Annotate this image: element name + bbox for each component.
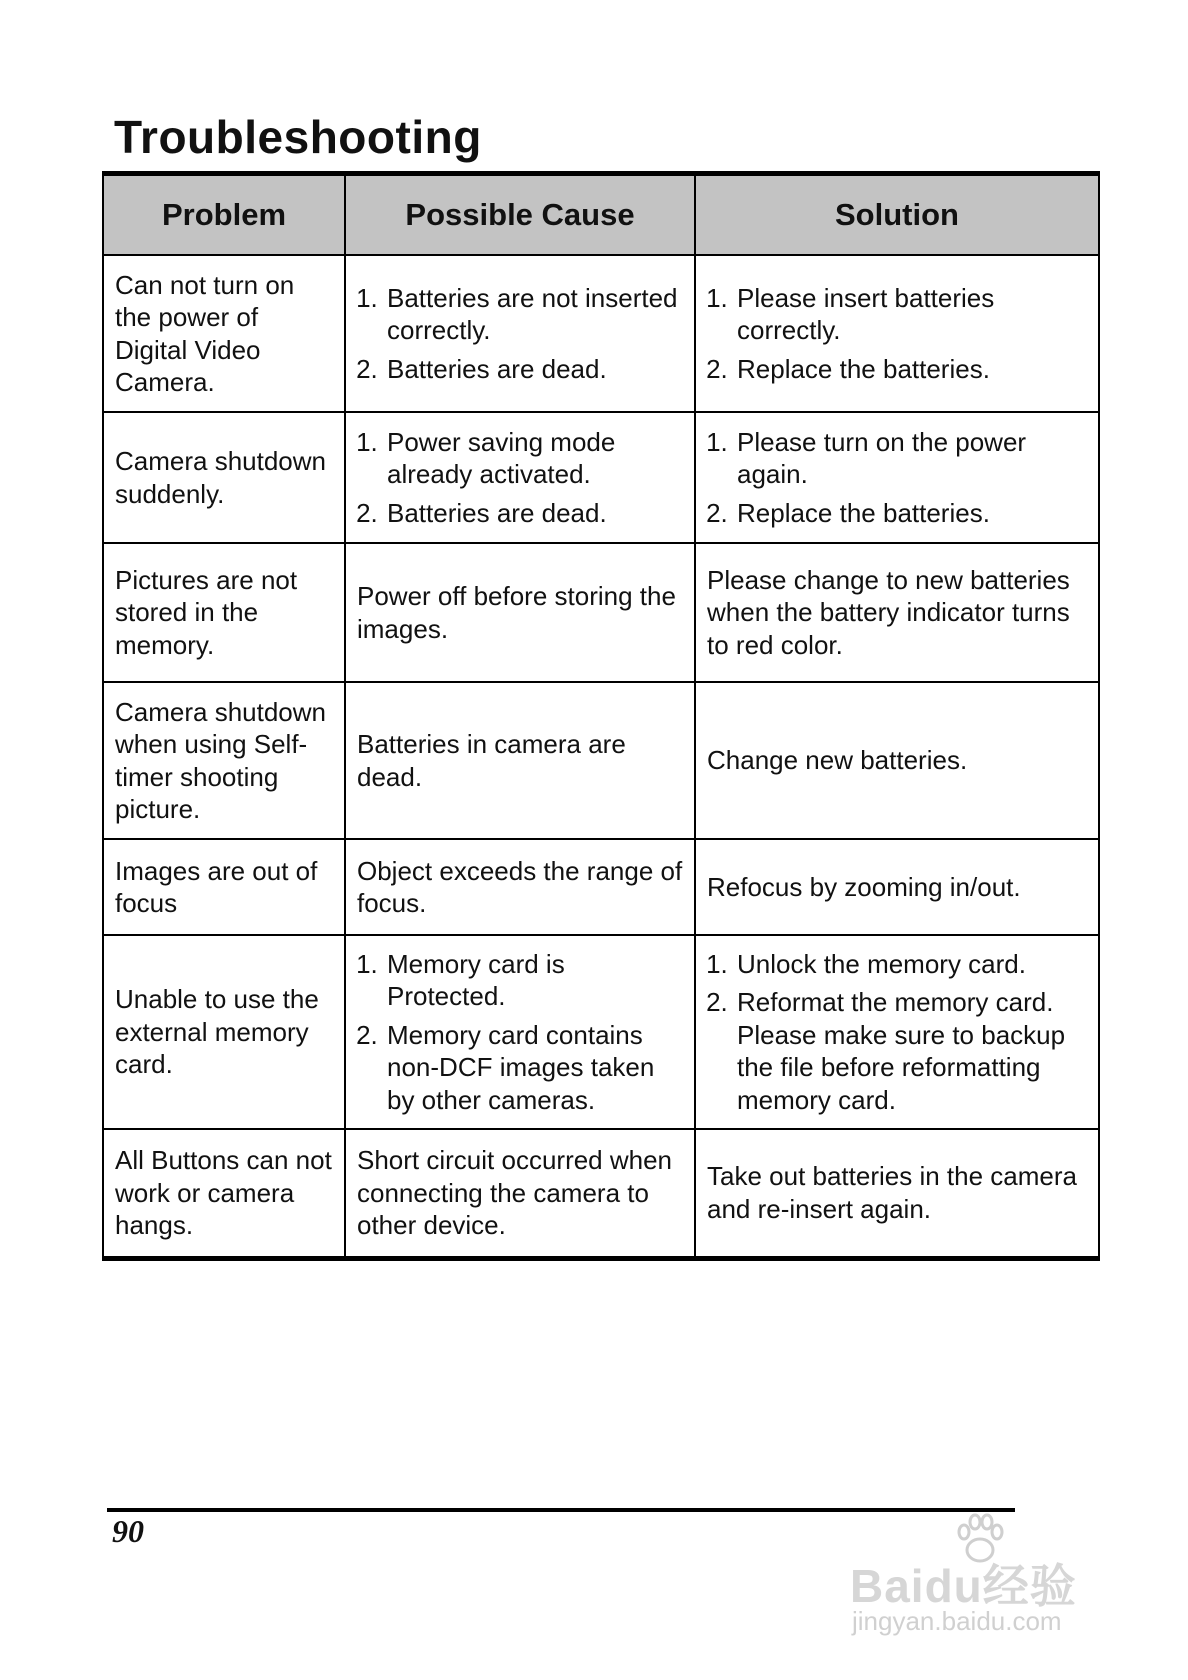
list-item: 2. Batteries are dead. — [385, 353, 684, 386]
list-item: 1. Please turn on the power again. — [735, 426, 1088, 491]
watermark-logo: Baidu经验 — [850, 1560, 1077, 1612]
problem-cell: Camera shutdown suddenly. — [103, 412, 345, 543]
solution-cell: Refocus by zooming in/out. — [695, 839, 1099, 935]
list-item: 1. Power saving mode already activated. — [385, 426, 684, 491]
watermark-url: jingyan.baidu.com — [852, 1606, 1062, 1636]
table-row — [103, 935, 1099, 1129]
table-row — [103, 839, 1099, 935]
cause-cell — [345, 935, 695, 1129]
problem-cell: Pictures are not stored in the memory. — [103, 543, 345, 682]
list-item: 2. Replace the batteries. — [735, 353, 1088, 386]
solution-cell — [695, 255, 1099, 412]
cause-cell — [345, 255, 695, 412]
table-row — [103, 412, 1099, 543]
list-item: 2. Reformat the memory card. Please make sure to backup the file before reformatting memory card. — [735, 986, 1088, 1116]
solution-cell — [695, 935, 1099, 1129]
cause-cell: Short circuit occurred when connecting the camera to other device. — [345, 1129, 695, 1258]
problem-cell: Images are out of focus — [103, 839, 345, 935]
solution-cell-list — [707, 426, 1088, 530]
list-item: 2. Batteries are dead. — [385, 497, 684, 530]
list-item: 1. Unlock the memory card. — [735, 948, 1088, 981]
cause-cell-list — [357, 282, 684, 386]
watermark — [840, 1510, 1130, 1640]
cause-cell — [345, 412, 695, 543]
solution-cell: Please change to new batteries when the battery indicator turns to red color. — [695, 543, 1099, 682]
troubleshooting-table — [102, 171, 1100, 1261]
solution-cell-list — [707, 948, 1088, 1117]
table-row — [103, 682, 1099, 839]
table-row — [103, 255, 1099, 412]
solution-header: Solution — [695, 174, 1099, 256]
list-item: 2. Replace the batteries. — [735, 497, 1088, 530]
list-item: 2. Memory card contains non-DCF images taken by other cameras. — [385, 1019, 684, 1117]
cause-cell: Object exceeds the range of focus. — [345, 839, 695, 935]
cause-cell-list — [357, 426, 684, 530]
solution-cell: Take out batteries in the camera and re-insert again. — [695, 1129, 1099, 1258]
page-title: Troubleshooting — [114, 111, 482, 163]
table-header-row — [103, 174, 1099, 256]
list-item: 1. Batteries are not inserted correctly. — [385, 282, 684, 347]
cause-cell: Batteries in camera are dead. — [345, 682, 695, 839]
problem-cell: Camera shutdown when using Self-timer shooting picture. — [103, 682, 345, 839]
cause-header: Possible Cause — [345, 174, 695, 256]
table-row — [103, 543, 1099, 682]
page-number: 90 — [112, 1513, 144, 1549]
problem-cell: All Buttons can not work or camera hangs. — [103, 1129, 345, 1258]
list-item: 1. Memory card is Protected. — [385, 948, 684, 1013]
solution-cell-list — [707, 282, 1088, 386]
list-item: 1. Please insert batteries correctly. — [735, 282, 1088, 347]
solution-cell: Change new batteries. — [695, 682, 1099, 839]
problem-cell: Can not turn on the power of Digital Video Camera. — [103, 255, 345, 412]
cause-cell-list — [357, 948, 684, 1117]
problem-cell: Unable to use the external memory card. — [103, 935, 345, 1129]
solution-cell — [695, 412, 1099, 543]
cause-cell: Power off before storing the images. — [345, 543, 695, 682]
table-row — [103, 1129, 1099, 1258]
problem-header: Problem — [103, 174, 345, 256]
